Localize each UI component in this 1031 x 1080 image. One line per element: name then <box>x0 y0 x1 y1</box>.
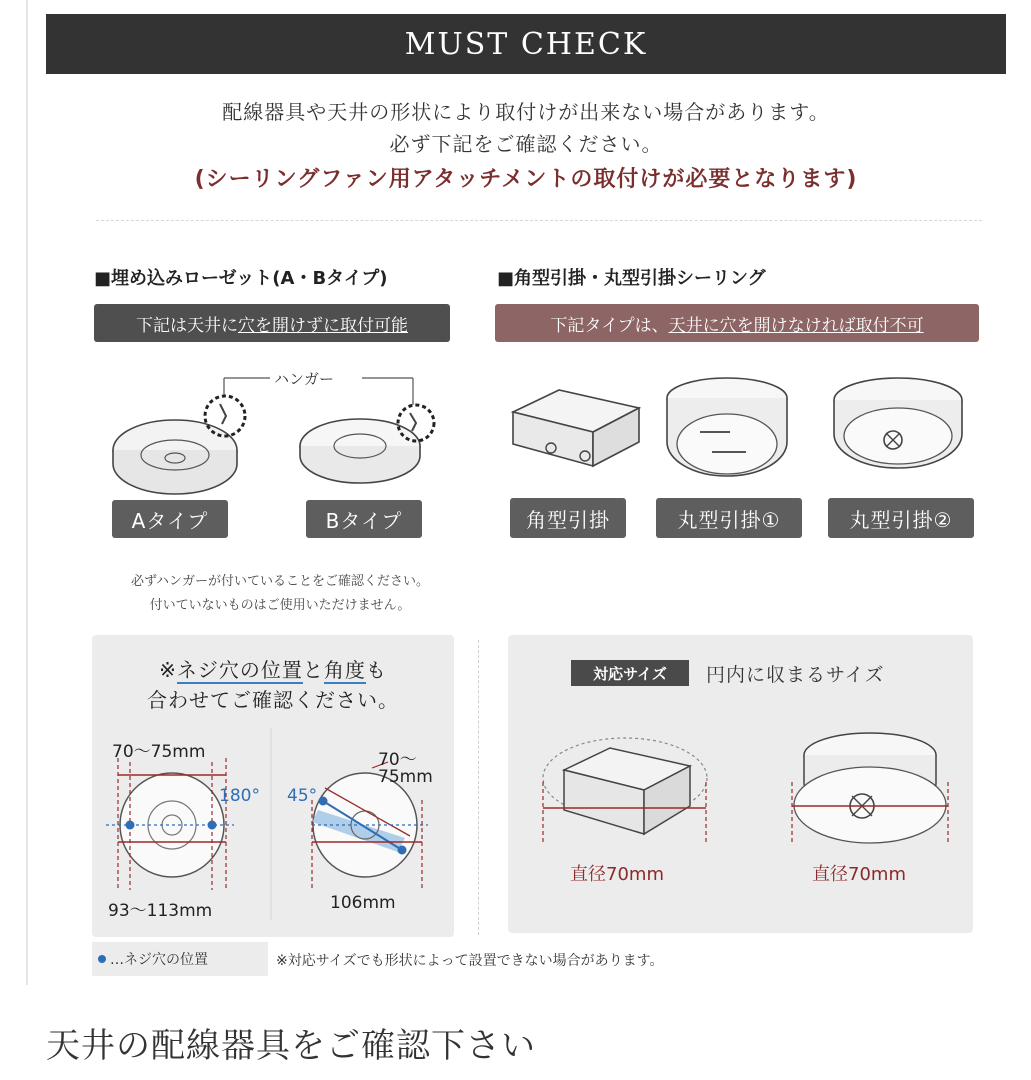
type-b-tag: Bタイプ <box>306 500 422 538</box>
dim-b-top-2: 75mm <box>378 767 433 787</box>
dim-b-top-1: 70〜 <box>378 750 417 770</box>
no-drill-pill-text-a: 下記は天井に <box>136 315 238 336</box>
hanger-note-line-1: 必ずハンガーが付いていることをご確認ください。 <box>131 574 429 589</box>
drill-required-pill-text-a: 下記タイプは、 <box>550 315 669 336</box>
supported-size-badge: 対応サイズ <box>571 660 689 686</box>
supported-size-description: 円内に収まるサイズ <box>706 664 885 686</box>
square-diameter-label: 直径70mm <box>570 864 664 885</box>
dim-a-angle: 180° <box>219 786 260 806</box>
dim-b-bottom: 106mm <box>330 893 396 913</box>
intro-line-3-attachment-note: (シーリングファン用アタッチメントの取付けが必要となります) <box>194 167 858 192</box>
legend-text: …ネジ穴の位置 <box>110 952 208 968</box>
intro-line-2: 必ず下記をご確認ください。 <box>389 132 663 156</box>
no-drill-pill-text-b: 穴を開けずに取付可能 <box>238 315 408 336</box>
drill-required-pill-text-b: 天井に穴を開けなければ取付不可 <box>668 315 924 336</box>
screw-hole-legend <box>92 942 268 976</box>
dim-b-angle: 45° <box>287 786 318 806</box>
round-hook-1-tag: 丸型引掛① <box>656 498 802 538</box>
screw-panel-title-line-2: 合わせてご確認ください。 <box>147 688 399 712</box>
hanger-label: ハンガー <box>274 370 335 388</box>
hanger-note-line-2: 付いていないものはご使用いただけません。 <box>149 598 411 613</box>
square-hook-tag: 角型引掛 <box>510 498 626 538</box>
screw-title-and: と <box>302 658 324 682</box>
screw-title-angle: 角度 <box>323 658 366 682</box>
ceiling-hook-heading: ■角型引掛・丸型引掛シーリング <box>497 268 766 289</box>
round-hook-2-tag: 丸型引掛② <box>828 498 974 538</box>
square-size-diagram <box>543 738 707 842</box>
round-diameter-label: 直径70mm <box>812 864 906 885</box>
footer-title: 天井の配線器具をご確認下さい <box>46 1026 536 1066</box>
dim-a-bottom: 93〜113mm <box>108 901 213 921</box>
screw-title-position: ネジ穴の位置 <box>176 658 303 682</box>
round-size-diagram <box>792 733 948 843</box>
screw-title-also: も <box>365 658 387 682</box>
dim-a-top: 70〜75mm <box>112 742 206 762</box>
installation-caution-note: ※対応サイズでも形状によって設置できない場合があります。 <box>276 953 664 969</box>
blue-dot-icon <box>98 955 106 963</box>
embedded-rosette-heading: ■埋め込みローゼット(A・Bタイプ) <box>94 268 388 289</box>
screw-title-prefix: ※ <box>159 658 177 682</box>
type-a-tag: Aタイプ <box>112 500 228 538</box>
header-title: MUST CHECK <box>404 26 648 62</box>
intro-line-1: 配線器具や天井の形状により取付けが出来ない場合があります。 <box>222 100 830 124</box>
